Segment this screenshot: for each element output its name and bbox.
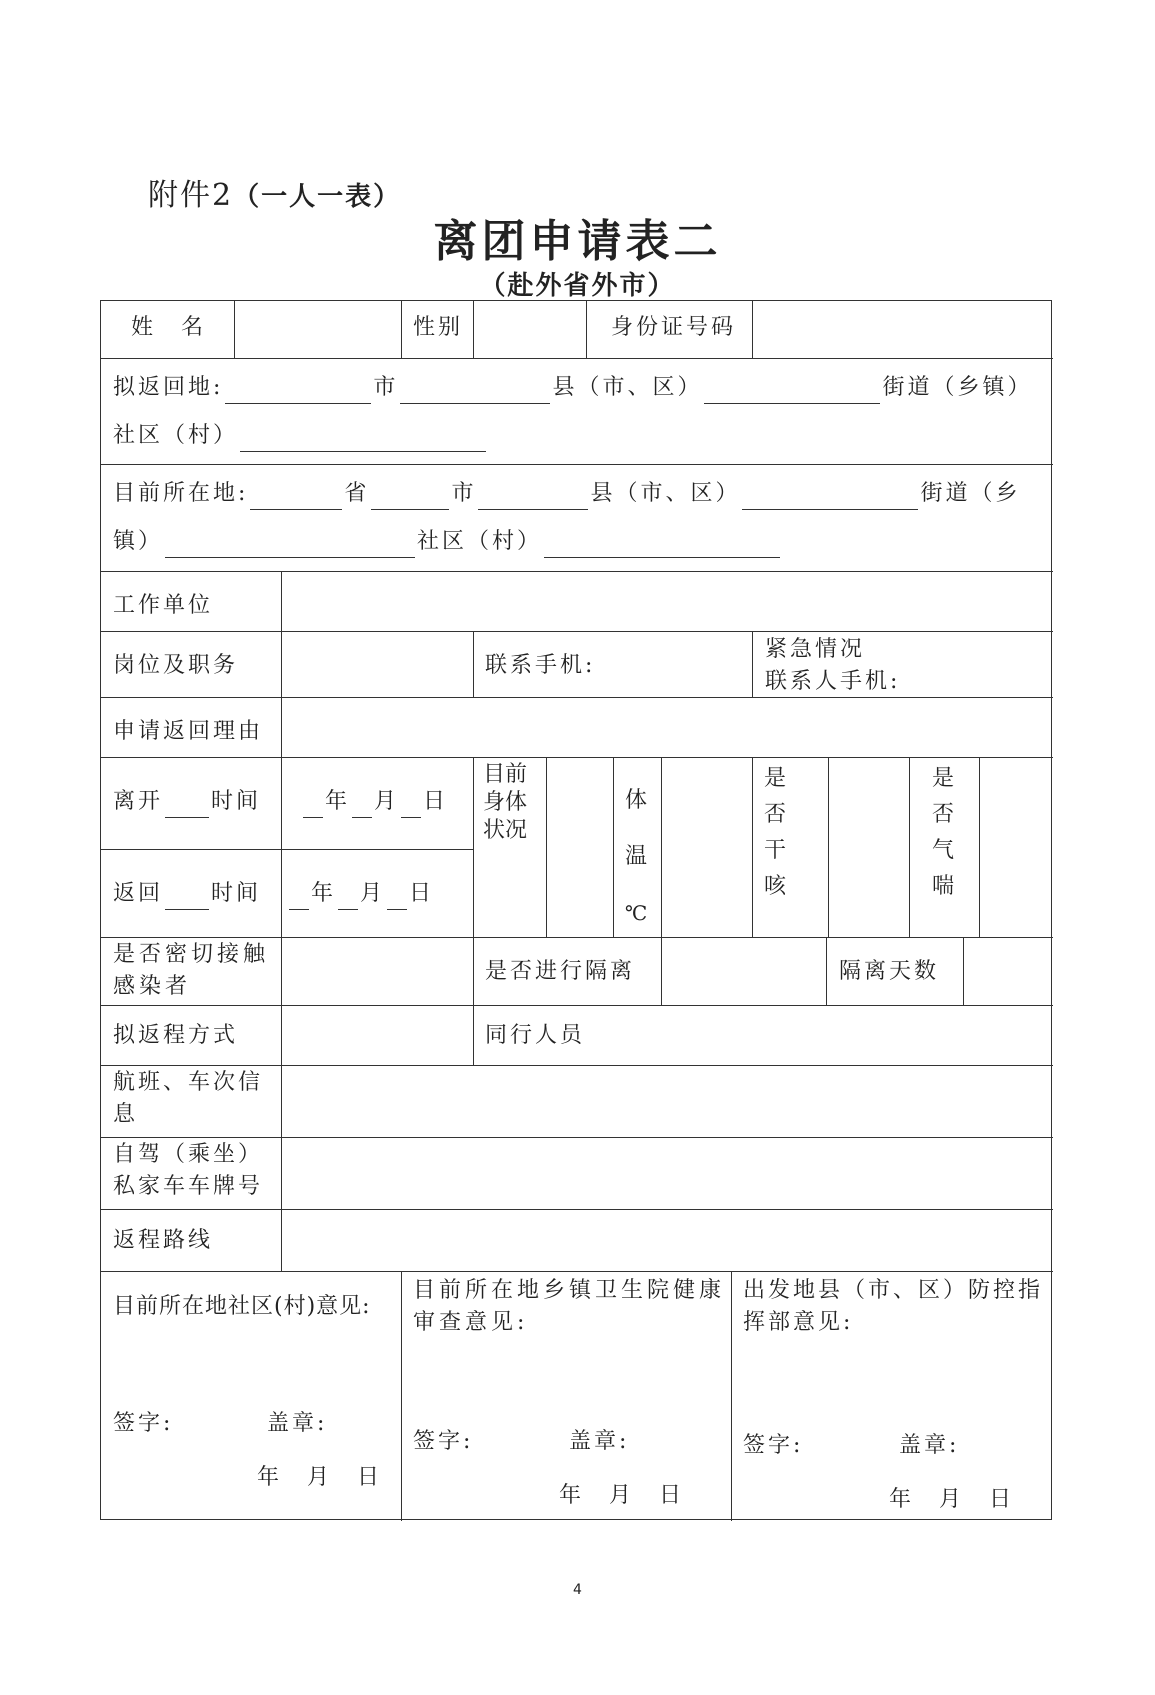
current-street-cont-blank[interactable] (165, 537, 415, 558)
gender-label: 性别 (413, 315, 464, 340)
prevention-hq-opinion-title: 出发地县（市、区）防控指挥部意见: (743, 1278, 1044, 1335)
emergency-label-1: 紧急情况 (765, 637, 866, 662)
application-form-table (100, 300, 1052, 1520)
close-contact-label: 是否密切接触感染者 (113, 942, 270, 999)
flight-info-field[interactable] (284, 1068, 1050, 1134)
phone-label[interactable]: 联系手机: (485, 653, 596, 678)
reason-label: 申请返回理由 (113, 719, 264, 744)
transport-label: 拟返程方式 (113, 1023, 239, 1048)
reason-field[interactable] (284, 700, 1050, 754)
return-community-blank[interactable] (240, 431, 486, 452)
cough-char-3: 干 (763, 838, 786, 863)
gender-field[interactable] (476, 303, 582, 355)
attachment-label: 附件2（一人一表） (148, 178, 402, 213)
companions-label: 同行人员 (485, 1023, 586, 1048)
return-destination-line1: 拟返回地: 市 县（市、区） 街道（乡镇） (113, 373, 1032, 404)
health-status-field[interactable] (549, 760, 610, 934)
health-review-sign-label[interactable]: 签字: (413, 1429, 474, 1454)
breath-char-4: 喘 (931, 874, 954, 899)
prevention-hq-seal-label[interactable]: 盖章: (899, 1433, 960, 1458)
name-label: 姓 名 (131, 315, 207, 340)
temp-char-2: 温 (624, 844, 647, 869)
id-number-field[interactable] (755, 303, 1049, 355)
current-province-blank[interactable] (250, 489, 342, 510)
isolation-label: 是否进行隔离 (485, 959, 636, 984)
car-plate-field[interactable] (284, 1140, 1050, 1206)
page-number: 4 (573, 1582, 582, 1598)
flight-info-label: 航班、车次信息 (113, 1070, 264, 1127)
position-label: 岗位及职务 (113, 653, 239, 678)
emergency-label-2[interactable]: 联系人手机: (765, 669, 901, 694)
breath-char-3: 气 (931, 838, 954, 863)
position-field[interactable] (284, 634, 470, 694)
return-city-blank[interactable] (225, 383, 371, 404)
breath-char-1: 是 (931, 766, 954, 791)
attachment-note: （一人一表） (233, 182, 402, 212)
breath-char-2: 否 (931, 802, 954, 827)
isolation-days-field[interactable] (966, 940, 1050, 1002)
health-review-opinion-title: 目前所在地乡镇卫生院健康审查意见: (413, 1278, 726, 1335)
car-plate-label: 自驾（乘坐）私家车车牌号 (113, 1142, 264, 1199)
current-street-blank[interactable] (742, 489, 918, 510)
isolation-field[interactable] (664, 940, 823, 1002)
cough-char-4: 咳 (763, 874, 786, 899)
leave-time-label: 离开 时间 (113, 787, 261, 818)
cough-char-2: 否 (763, 802, 786, 827)
community-opinion-title: 目前所在地社区(村)意见: (113, 1294, 371, 1319)
name-field[interactable] (237, 303, 397, 355)
route-field[interactable] (284, 1212, 1050, 1268)
close-contact-field[interactable] (284, 940, 470, 1002)
transport-field[interactable] (284, 1008, 470, 1062)
temperature-field[interactable] (664, 760, 749, 934)
isolation-days-label: 隔离天数 (839, 959, 940, 984)
route-label: 返程路线 (113, 1228, 214, 1253)
current-location-line2: 镇） 社区（村） (113, 527, 782, 558)
prevention-hq-date[interactable]: 年 月 日 (889, 1487, 1015, 1512)
health-status-label: 目前身体状况 (483, 762, 528, 843)
page-subtitle: （赴外省外市） (479, 271, 676, 301)
current-community-blank[interactable] (544, 537, 780, 558)
return-time-label: 返回 时间 (113, 879, 261, 910)
work-unit-label: 工作单位 (113, 593, 214, 618)
community-seal-label[interactable]: 盖章: (267, 1411, 328, 1436)
community-sign-label[interactable]: 签字: (113, 1411, 174, 1436)
breath-field[interactable] (982, 760, 1050, 934)
leave-date[interactable]: 年 月 日 (301, 787, 448, 818)
temp-char-3: ℃ (624, 901, 648, 925)
return-county-blank[interactable] (400, 383, 550, 404)
return-date[interactable]: 年 月 日 (287, 879, 434, 910)
temp-char-1: 体 (624, 788, 647, 813)
return-street-blank[interactable] (704, 383, 880, 404)
cough-char-1: 是 (763, 766, 786, 791)
cough-field[interactable] (831, 760, 906, 934)
companions-field[interactable] (664, 1008, 1050, 1062)
health-review-date[interactable]: 年 月 日 (559, 1483, 685, 1508)
work-unit-field[interactable] (284, 574, 1050, 628)
community-date[interactable]: 年 月 日 (257, 1465, 383, 1490)
return-destination-line2: 社区（村） (113, 421, 488, 452)
current-county-blank[interactable] (478, 489, 588, 510)
health-review-seal-label[interactable]: 盖章: (569, 1429, 630, 1454)
prevention-hq-sign-label[interactable]: 签字: (743, 1433, 804, 1458)
page-title: 离团申请表二 (433, 216, 722, 267)
current-location-line1: 目前所在地: 省 市 县（市、区） 街道（乡 (113, 479, 1020, 510)
current-city-blank[interactable] (371, 489, 449, 510)
id-number-label: 身份证号码 (611, 315, 737, 340)
